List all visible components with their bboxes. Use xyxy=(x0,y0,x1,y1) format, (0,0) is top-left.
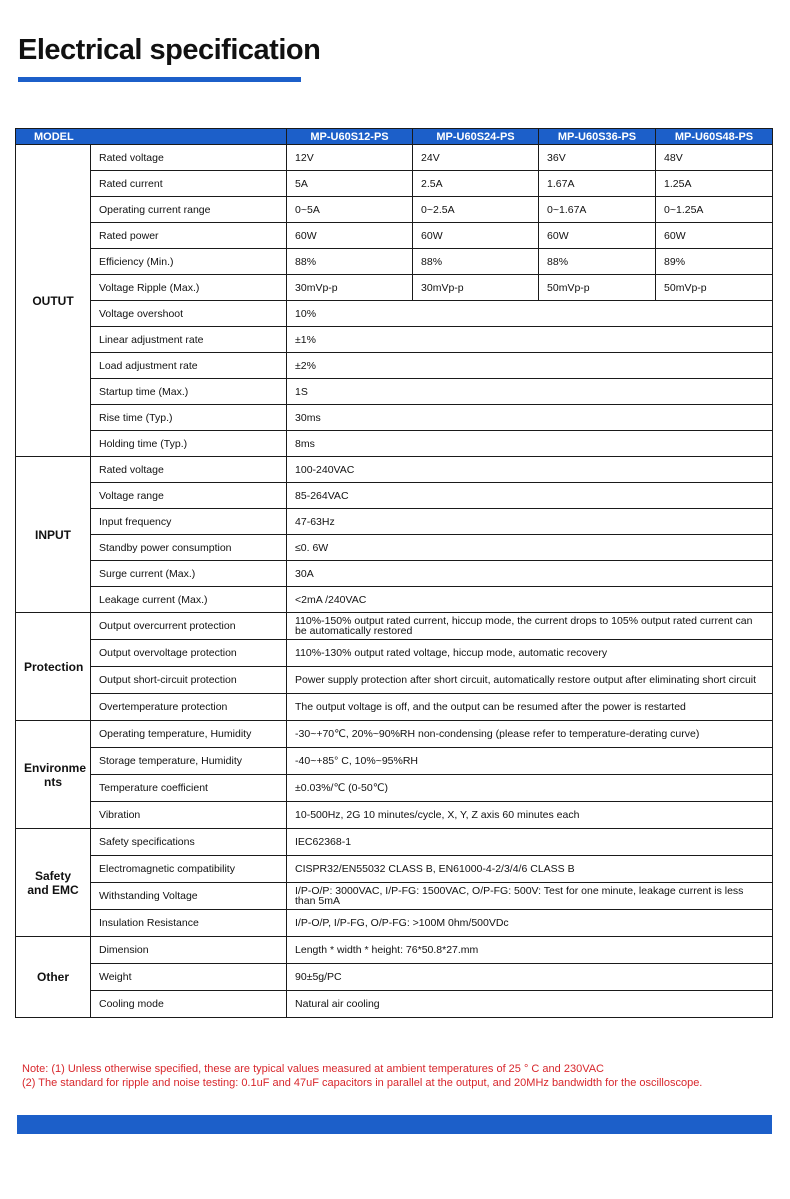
param-label: Voltage Ripple (Max.) xyxy=(91,275,287,301)
table-row xyxy=(16,748,773,775)
table-row xyxy=(16,483,773,509)
param-label: Rated voltage xyxy=(91,145,287,171)
param-label: Weight xyxy=(91,964,287,991)
section-label-safety: Safety and EMC xyxy=(16,829,91,937)
param-value: 36V xyxy=(539,145,656,171)
table-row xyxy=(16,667,773,694)
param-value: 30ms xyxy=(287,405,773,431)
param-label: Storage temperature, Humidity xyxy=(91,748,287,775)
param-label: Overtemperature protection xyxy=(91,694,287,721)
param-value: Length * width * height: 76*50.8*27.mm xyxy=(287,937,773,964)
param-value: 89% xyxy=(656,249,773,275)
model-col-header: MP-U60S24-PS xyxy=(413,129,539,145)
param-value: 50mVp-p xyxy=(539,275,656,301)
param-value: -30~+70℃, 20%~90%RH non-condensing (please refer to temperature-derating curve) xyxy=(287,721,773,748)
param-value: 0~1.67A xyxy=(539,197,656,223)
param-value: 0~5A xyxy=(287,197,413,223)
param-label: Voltage range xyxy=(91,483,287,509)
table-row xyxy=(16,431,773,457)
param-value: 60W xyxy=(539,223,656,249)
table-row xyxy=(16,694,773,721)
param-value: 10-500Hz, 2G 10 minutes/cycle, X, Y, Z axis 60 minutes each xyxy=(287,802,773,829)
table-row xyxy=(16,145,773,171)
param-label: Withstanding Voltage xyxy=(91,883,287,910)
param-value: CISPR32/EN55032 CLASS B, EN61000-4-2/3/4/6 CLASS B xyxy=(287,856,773,883)
param-label: Output short-circuit protection xyxy=(91,667,287,694)
param-value: 110%-150% output rated current, hiccup mode, the current drops to 105% output rated current can be automatically restored xyxy=(287,613,773,640)
param-value: ±1% xyxy=(287,327,773,353)
param-value: 1S xyxy=(287,379,773,405)
param-label: Operating temperature, Humidity xyxy=(91,721,287,748)
param-value: The output voltage is off, and the output can be resumed after the power is restarted xyxy=(287,694,773,721)
table-row xyxy=(16,223,773,249)
table-row xyxy=(16,613,773,640)
section-label-input: INPUT xyxy=(16,457,91,613)
title-underline xyxy=(18,77,301,82)
table-row xyxy=(16,327,773,353)
param-value: 5A xyxy=(287,171,413,197)
table-row xyxy=(16,802,773,829)
param-value: ±2% xyxy=(287,353,773,379)
section-label-output: OUTUT xyxy=(16,145,91,457)
param-value: 1.25A xyxy=(656,171,773,197)
table-row xyxy=(16,249,773,275)
table-row xyxy=(16,353,773,379)
table-row xyxy=(16,171,773,197)
param-label: Load adjustment rate xyxy=(91,353,287,379)
note-line: (2) The standard for ripple and noise testing: 0.1uF and 47uF capacitors in parallel at the output, and 20MHz bandwidth for the oscilloscope. xyxy=(22,1077,703,1089)
param-label: Linear adjustment rate xyxy=(91,327,287,353)
param-value: 90±5g/PC xyxy=(287,964,773,991)
header-row xyxy=(16,129,773,145)
param-label: Rise time (Typ.) xyxy=(91,405,287,431)
param-value: 88% xyxy=(539,249,656,275)
table-row xyxy=(16,829,773,856)
table-row xyxy=(16,910,773,937)
model-header: MODEL xyxy=(16,129,287,145)
table-row xyxy=(16,640,773,667)
param-label: Rated voltage xyxy=(91,457,287,483)
param-value: 48V xyxy=(656,145,773,171)
param-value: 10% xyxy=(287,301,773,327)
table-row xyxy=(16,721,773,748)
table-row xyxy=(16,937,773,964)
table-row xyxy=(16,275,773,301)
param-label: Cooling mode xyxy=(91,991,287,1018)
param-value: 88% xyxy=(413,249,539,275)
table-row xyxy=(16,535,773,561)
table-row xyxy=(16,991,773,1018)
table-row xyxy=(16,856,773,883)
param-value: 0~1.25A xyxy=(656,197,773,223)
param-value: 8ms xyxy=(287,431,773,457)
param-label: Temperature coefficient xyxy=(91,775,287,802)
param-value: 30mVp-p xyxy=(413,275,539,301)
note-line: Note: (1) Unless otherwise specified, these are typical values measured at ambient temperatures of 25 ° C and 230VAC xyxy=(22,1063,604,1075)
param-label: Operating current range xyxy=(91,197,287,223)
param-label: Vibration xyxy=(91,802,287,829)
table-row xyxy=(16,457,773,483)
param-label: Rated power xyxy=(91,223,287,249)
param-label: Electromagnetic compatibility xyxy=(91,856,287,883)
section-label-protection: Protection xyxy=(16,613,91,721)
model-col-header: MP-U60S36-PS xyxy=(539,129,656,145)
page-title: Electrical specification xyxy=(18,34,321,66)
table-row xyxy=(16,561,773,587)
param-label: Startup time (Max.) xyxy=(91,379,287,405)
table-row xyxy=(16,405,773,431)
param-value: 50mVp-p xyxy=(656,275,773,301)
param-value: I/P-O/P: 3000VAC, I/P-FG: 1500VAC, O/P-FG: 500V: Test for one minute, leakage current is less than 5mA xyxy=(287,883,773,910)
param-value: ±0.03%/℃ (0-50℃) xyxy=(287,775,773,802)
param-value: 30mVp-p xyxy=(287,275,413,301)
table-row xyxy=(16,379,773,405)
param-value: 12V xyxy=(287,145,413,171)
param-value: 1.67A xyxy=(539,171,656,197)
model-col-header: MP-U60S12-PS xyxy=(287,129,413,145)
param-label: Output overvoltage protection xyxy=(91,640,287,667)
param-label: Input frequency xyxy=(91,509,287,535)
param-value: -40~+85° C, 10%~95%RH xyxy=(287,748,773,775)
param-label: Safety specifications xyxy=(91,829,287,856)
param-value: 85-264VAC xyxy=(287,483,773,509)
param-value: IEC62368-1 xyxy=(287,829,773,856)
param-label: Standby power consumption xyxy=(91,535,287,561)
footer-bar xyxy=(17,1115,772,1134)
param-value: 30A xyxy=(287,561,773,587)
param-value: 60W xyxy=(413,223,539,249)
param-label: Insulation Resistance xyxy=(91,910,287,937)
param-label: Output overcurrent protection xyxy=(91,613,287,640)
table-row xyxy=(16,197,773,223)
param-value: 60W xyxy=(287,223,413,249)
table-row xyxy=(16,509,773,535)
param-value: 110%-130% output rated voltage, hiccup mode, automatic recovery xyxy=(287,640,773,667)
param-label: Holding time (Typ.) xyxy=(91,431,287,457)
table-row xyxy=(16,301,773,327)
model-col-header: MP-U60S48-PS xyxy=(656,129,773,145)
table-row xyxy=(16,883,773,910)
param-value: 88% xyxy=(287,249,413,275)
param-value: ≤0. 6W xyxy=(287,535,773,561)
param-label: Leakage current (Max.) xyxy=(91,587,287,613)
param-label: Surge current (Max.) xyxy=(91,561,287,587)
param-value: 24V xyxy=(413,145,539,171)
param-value: 47-63Hz xyxy=(287,509,773,535)
table-row xyxy=(16,964,773,991)
param-value: <2mA /240VAC xyxy=(287,587,773,613)
param-label: Efficiency (Min.) xyxy=(91,249,287,275)
section-label-environments: Environme nts xyxy=(16,721,91,829)
param-value: 0~2.5A xyxy=(413,197,539,223)
param-value: Power supply protection after short circuit, automatically restore output after eliminating short circuit xyxy=(287,667,773,694)
param-value: 100-240VAC xyxy=(287,457,773,483)
table-row xyxy=(16,775,773,802)
param-value: 2.5A xyxy=(413,171,539,197)
spec-table xyxy=(15,128,773,1018)
param-value: I/P-O/P, I/P-FG, O/P-FG: >100M 0hm/500VDc xyxy=(287,910,773,937)
param-label: Voltage overshoot xyxy=(91,301,287,327)
param-value: 60W xyxy=(656,223,773,249)
param-label: Dimension xyxy=(91,937,287,964)
notes xyxy=(22,1062,782,1090)
param-value: Natural air cooling xyxy=(287,991,773,1018)
section-label-other: Other xyxy=(16,937,91,1018)
param-label: Rated current xyxy=(91,171,287,197)
table-row xyxy=(16,587,773,613)
